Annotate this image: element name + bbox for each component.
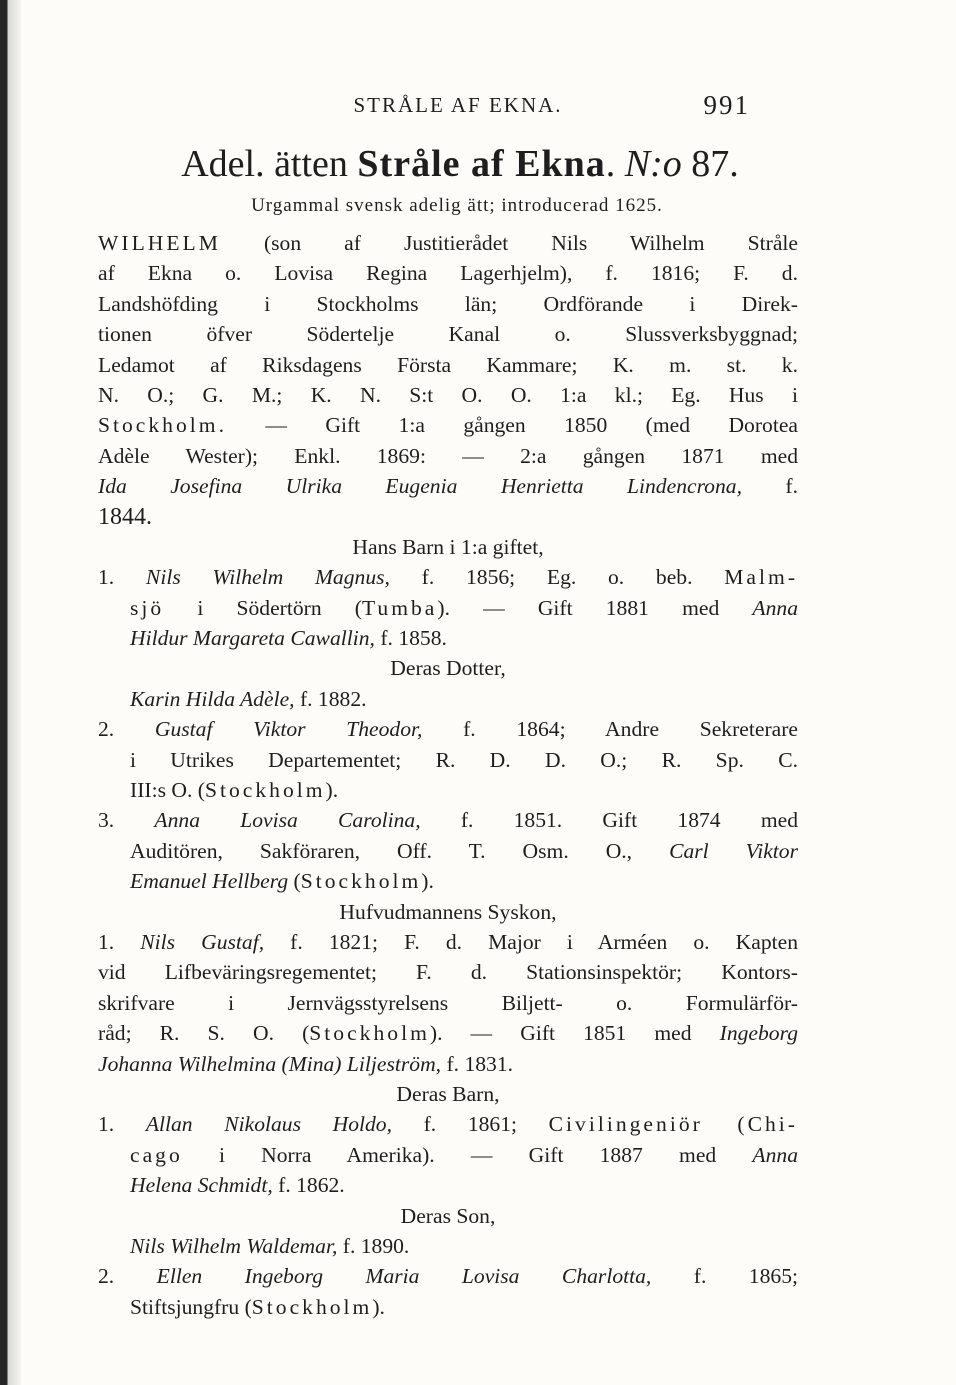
- text-run: f. 1861;: [392, 1112, 549, 1137]
- spaced-run: Stockholm.: [98, 413, 227, 438]
- text-line: [98, 1018, 798, 1048]
- text-run: (: [288, 869, 301, 894]
- text-run: 3.: [98, 808, 155, 833]
- family-name: Stråle af Ekna: [357, 143, 606, 185]
- text-run: af Ekna o. Lovisa Regina Lagerhjelm), f. 1816; F. d.: [98, 261, 798, 286]
- italic-name-run: Anna: [752, 595, 798, 620]
- spaced-run: WILHELM: [98, 231, 221, 255]
- text-run: — Gift 1:a gången 1850 (med Dorotea: [226, 413, 798, 438]
- text-line: [98, 1170, 798, 1200]
- text-line: [98, 1292, 798, 1322]
- book-page: [98, 80, 798, 1322]
- text-run: f. 1821; F. d. Major i Arméen o. Kapten: [264, 929, 798, 954]
- text-line: [98, 653, 798, 683]
- text-run: f. 1864; Andre Sekreterare: [422, 717, 799, 742]
- text-run: ). — Gift 1881 med: [437, 595, 753, 620]
- text-run: f. 1851. Gift 1874 med: [420, 808, 798, 833]
- text-line: [98, 562, 798, 592]
- text-line: [98, 380, 798, 410]
- text-run: Ledamot af Riksdagens Första Kammare; K. m. st. k.: [98, 352, 798, 377]
- text-line: [98, 623, 798, 653]
- spaced-run: Stockholm: [251, 1294, 373, 1319]
- running-title: STRÅLE AF EKNA.: [353, 93, 563, 117]
- family-heading: [98, 138, 798, 190]
- text-run: 1.: [98, 1112, 146, 1137]
- text-line: [98, 410, 798, 440]
- spaced-run: Tumba: [361, 595, 438, 620]
- spaced-run: Stockholm: [300, 869, 422, 894]
- text-line: [98, 684, 798, 714]
- spaced-run: Stockholm: [309, 1021, 430, 1046]
- text-run: vid Lifbeväringsregementet; F. d. Stationsinspektör; Kontors-: [98, 960, 798, 985]
- italic-name-run: Ingeborg: [719, 1021, 798, 1046]
- text-run: (son af Justitierådet Nils Wilhelm Stråle: [220, 231, 798, 255]
- text-run: ).: [421, 869, 434, 894]
- text-run: 2.: [98, 1264, 157, 1289]
- text-line: [98, 319, 798, 349]
- spaced-run: Civilingeniör (Chi-: [548, 1112, 798, 1137]
- text-line: [98, 897, 798, 927]
- family-number: 87.: [681, 143, 739, 185]
- heading-separator: .: [605, 143, 625, 185]
- text-line: [98, 1140, 798, 1170]
- text-run: f. 1831.: [441, 1051, 514, 1076]
- text-run: i Södertörn (: [164, 595, 362, 620]
- text-run: Stiftsjungfru (: [130, 1294, 252, 1319]
- text-line: [98, 502, 798, 532]
- text-run: N. O.; G. M.; K. N. S:t O. O. 1:a kl.; Eg. Hus i: [98, 382, 798, 407]
- text-run: f. 1882.: [294, 686, 367, 711]
- text-line: [98, 714, 798, 744]
- text-line: [98, 988, 798, 1018]
- italic-name-run: Helena Schmidt,: [130, 1173, 273, 1198]
- italic-name-run: Emanuel Hellberg: [130, 869, 289, 894]
- text-run: III:s O. (: [130, 778, 205, 803]
- text-run: f. 1856; Eg. o. beb.: [389, 565, 725, 590]
- text-run: råd; R. S. O. (: [98, 1021, 310, 1046]
- text-run: i Utrikes Departementet; R. D. D. O.; R. Sp. C.: [130, 747, 798, 772]
- text-run: ).: [372, 1294, 385, 1319]
- italic-name-run: Ida Josefina Ulrika Eugenia Henrietta Lindencrona,: [98, 474, 742, 499]
- text-line: [98, 593, 798, 623]
- text-line: [98, 258, 798, 288]
- text-run: f. 1890.: [337, 1233, 410, 1258]
- text-run: f. 1865;: [651, 1264, 798, 1289]
- italic-name-run: Ellen Ingeborg Maria Lovisa Charlotta,: [156, 1264, 652, 1289]
- spaced-run: Malm-: [724, 565, 799, 590]
- text-run: 1.: [98, 565, 146, 590]
- text-line: [98, 1201, 798, 1231]
- text-line: [98, 471, 798, 501]
- genealogy-text: [98, 228, 798, 1322]
- text-line: [98, 1231, 798, 1261]
- text-line: [98, 1261, 798, 1291]
- text-run: 1844.: [98, 503, 152, 530]
- text-line: [98, 957, 798, 987]
- italic-name-run: Carl Viktor: [669, 838, 799, 863]
- italic-name-run: Gustaf Viktor Theodor,: [154, 717, 423, 742]
- italic-name-run: Nils Wilhelm Magnus,: [145, 565, 390, 590]
- text-run: ).: [325, 778, 339, 803]
- italic-name-run: Anna: [752, 1142, 798, 1167]
- text-run: Hans Barn i 1:a giftet,: [352, 534, 544, 559]
- text-run: Hufvudmannens Syskon,: [339, 899, 557, 924]
- text-line: [98, 745, 798, 775]
- text-line: [98, 532, 798, 562]
- family-subtitle: Urgammal svensk adelig ätt; introducerad 1625.: [251, 195, 663, 216]
- spaced-run: cago: [130, 1142, 183, 1167]
- text-line: [98, 836, 798, 866]
- spaced-run: Stockholm: [204, 778, 326, 803]
- text-run: i Norra Amerika). — Gift 1887 med: [182, 1142, 753, 1167]
- page-number: 991: [703, 90, 750, 120]
- text-run: skrifvare i Jernvägsstyrelsens Biljett- o. Formulärför-: [98, 990, 798, 1015]
- text-line: [98, 1079, 798, 1109]
- number-label: N:o: [624, 143, 682, 185]
- text-line: [98, 866, 798, 896]
- text-line: [98, 441, 798, 471]
- text-run: Deras Son,: [400, 1203, 496, 1228]
- italic-name-run: Allan Nikolaus Holdo,: [145, 1112, 392, 1137]
- running-head: [98, 80, 798, 130]
- italic-name-run: Anna Lovisa Carolina,: [154, 808, 421, 833]
- text-run: tionen öfver Södertelje Kanal o. Slussverksbyggnad;: [98, 322, 798, 347]
- italic-name-run: Hildur Margareta Cawallin,: [130, 626, 375, 651]
- text-run: f. 1862.: [272, 1173, 345, 1198]
- italic-name-run: Johanna Wilhelmina (Mina) Liljeström,: [98, 1051, 442, 1076]
- text-line: [98, 775, 798, 805]
- text-run: f.: [741, 474, 798, 499]
- text-run: 1.: [98, 929, 141, 954]
- text-run: 2.: [98, 717, 155, 742]
- text-run: Landshöfding i Stockholms län; Ordförande i Direk-: [98, 291, 798, 316]
- text-run: f. 1858.: [374, 626, 447, 651]
- text-line: [98, 228, 798, 258]
- page-edge-shadow: [0, 0, 22, 1385]
- text-run: Deras Dotter,: [390, 656, 506, 681]
- text-run: ). — Gift 1851 med: [429, 1021, 720, 1046]
- text-line: [98, 805, 798, 835]
- text-run: Auditören, Sakföraren, Off. T. Osm. O.,: [130, 838, 670, 863]
- text-line: [98, 927, 798, 957]
- text-line: [98, 1109, 798, 1139]
- text-line: [98, 350, 798, 380]
- text-line: [98, 289, 798, 319]
- text-run: Deras Barn,: [396, 1081, 500, 1106]
- text-run: Adèle Wester); Enkl. 1869: — 2:a gången 1871 med: [98, 443, 798, 468]
- heading-prefix: Adel. ätten: [181, 143, 358, 185]
- spaced-run: sjö: [130, 595, 165, 620]
- italic-name-run: Nils Gustaf,: [140, 929, 265, 954]
- text-line: [98, 1049, 798, 1079]
- italic-name-run: Nils Wilhelm Waldemar,: [130, 1233, 338, 1258]
- italic-name-run: Karin Hilda Adèle,: [130, 686, 295, 711]
